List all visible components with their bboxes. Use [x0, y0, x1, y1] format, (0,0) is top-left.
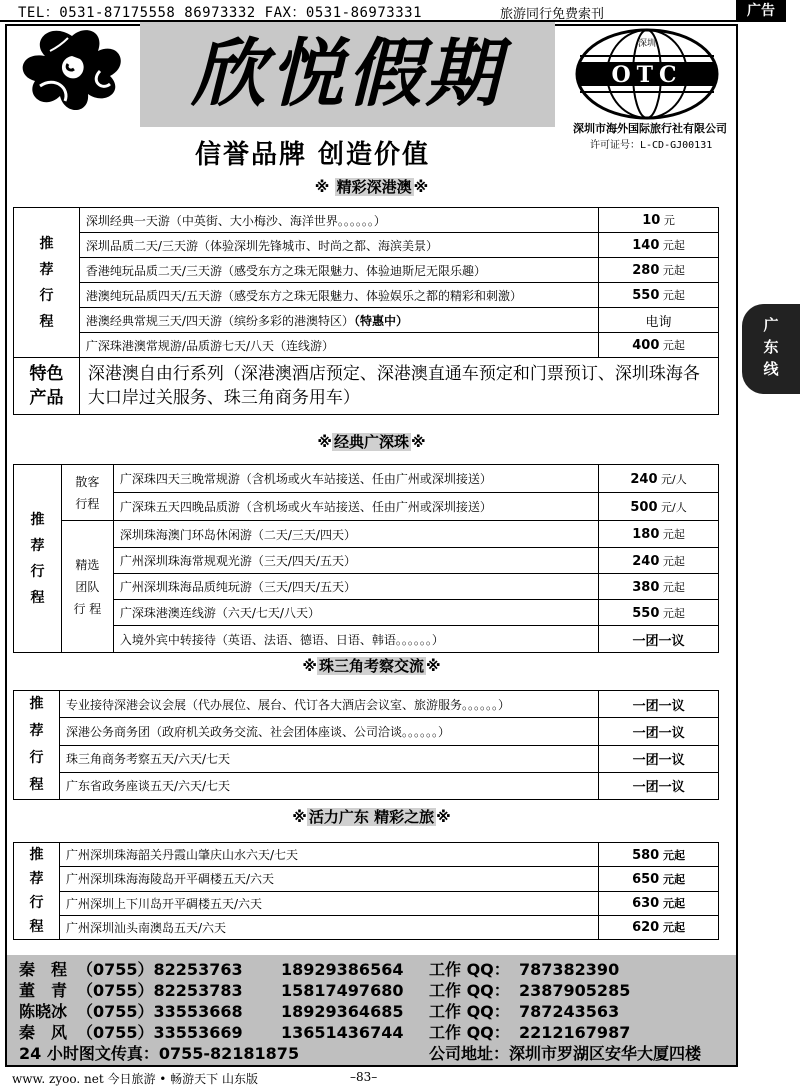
- feature-label: 特色: [29, 364, 64, 384]
- price-unit: 元起: [659, 239, 685, 252]
- category-char: 荐: [39, 261, 54, 278]
- price-unit: 元/人: [657, 500, 687, 514]
- price-cell: [599, 493, 719, 521]
- subcategory-text: 行 程: [73, 601, 102, 616]
- section-mark: ※: [317, 433, 332, 451]
- price-cell: [599, 233, 719, 258]
- price-unit: 元起: [659, 264, 685, 277]
- price-unit: 元: [660, 214, 675, 227]
- section-header-shenzhen-hk-macau: [5, 176, 738, 197]
- table-row: [14, 626, 719, 653]
- category-cell: [14, 691, 60, 800]
- price-cell: [599, 891, 719, 915]
- price-value: 380: [632, 579, 660, 595]
- contact-qq-label: 工作 QQ：: [429, 1002, 510, 1021]
- category-char: 推: [39, 235, 54, 252]
- route-cell: 香港纯玩品质二天/三天游（感受东方之珠无限魅力、体验迪斯尼无限乐趣）: [79, 258, 598, 283]
- price-value: 一团一议: [632, 633, 685, 649]
- price-cell: [599, 867, 719, 891]
- route-cell: 广深珠五天四晚品质游（含机场或火车站接送、任由广州或深圳接送）: [113, 493, 598, 521]
- price-value: 180: [632, 527, 660, 542]
- price-cell: [599, 208, 719, 233]
- category-char: 程: [29, 919, 44, 935]
- table-row: [14, 521, 719, 548]
- price-unit: 元起: [659, 606, 685, 620]
- price-value: 500: [630, 499, 658, 515]
- section-header-guangdong: [5, 806, 738, 827]
- category-char: 程: [30, 589, 45, 606]
- otc-city: 深圳: [637, 39, 657, 49]
- table-row: [14, 465, 719, 493]
- contact-qq: 787382390: [519, 960, 620, 979]
- price-value: 550: [632, 605, 660, 621]
- price-value: 280: [632, 263, 660, 278]
- contact-qq: 787243563: [519, 1002, 620, 1021]
- price-cell: 一团一议: [599, 691, 719, 718]
- price-cell: [599, 333, 719, 358]
- subcategory-text: 精选: [75, 557, 100, 572]
- price-cell: [599, 283, 719, 308]
- side-tab-char: 广: [763, 316, 779, 334]
- subcategory-text: 散客: [75, 474, 100, 489]
- table-row: [14, 691, 719, 718]
- price-cell: [599, 521, 719, 548]
- otc-globe-logo-icon: [572, 26, 722, 122]
- contact-name: 秦 风: [19, 1023, 68, 1042]
- table-row: [14, 574, 719, 600]
- price-unit: 元起: [659, 921, 686, 935]
- category-cell: [14, 465, 62, 653]
- table-row: [14, 233, 719, 258]
- section-title: 珠三角考察交流: [318, 657, 424, 675]
- price-value: 400: [632, 338, 660, 353]
- price-cell: [599, 465, 719, 493]
- contact-mobile: 18929364685: [281, 1002, 404, 1021]
- table-row: [14, 718, 719, 745]
- section-mark: ※: [413, 178, 429, 196]
- price-value: 240: [630, 471, 658, 487]
- route-cell: 广州深圳珠海韶关丹霞山肇庆山水六天/七天: [59, 843, 598, 867]
- section-header-prd-inspection: [5, 655, 738, 676]
- category-char: 行: [29, 895, 44, 911]
- category-char: 行: [39, 287, 54, 304]
- subcategory-text: 行程: [75, 496, 100, 511]
- category-cell: [14, 843, 60, 940]
- section-header-gz-sz-zh: [5, 431, 738, 452]
- section-mark: ※: [302, 657, 317, 675]
- contact-tel: （0755）33553669: [77, 1023, 243, 1042]
- route-cell: 广深珠四天三晚常规游（含机场或火车站接送、任由广州或深圳接送）: [113, 465, 598, 493]
- table-row: [14, 843, 719, 867]
- route-cell: 广州深圳珠海常规观光游（三天/四天/五天）: [113, 548, 598, 574]
- route-cell: 广州深圳珠海海陵岛开平碉楼五天/六天: [59, 867, 598, 891]
- price-value: 580: [632, 847, 660, 863]
- company-address: 公司地址：深圳市罗湖区安华大厦四楼: [429, 1044, 702, 1063]
- company-name: 深圳市海外国际旅行社有限公司: [573, 122, 727, 135]
- contact-qq-label: 工作 QQ：: [429, 1023, 510, 1042]
- table-row-feature: [14, 358, 719, 415]
- table-row: [14, 745, 719, 772]
- flower-logo-icon: [10, 26, 135, 121]
- contact-qq: 2212167987: [519, 1023, 631, 1042]
- price-unit: 元起: [659, 289, 685, 302]
- route-cell: 广州深圳上下川岛开平碉楼五天/六天: [59, 891, 598, 915]
- route-cell: 深圳经典一天游（中英街、大小梅沙、海洋世界。。。。。。）: [79, 208, 598, 233]
- brand-name: 欣悦假期: [191, 31, 504, 117]
- price-value: 140: [632, 238, 660, 253]
- contact-name: 秦 程: [19, 960, 68, 979]
- table-shenzhen-hk-macau: [13, 207, 719, 415]
- category-cell: [14, 208, 80, 358]
- category-char: 推: [29, 847, 44, 863]
- route-cell: 深圳珠海澳门环岛休闲游（二天/三天/四天）: [113, 521, 598, 548]
- route-cell: 广深珠港澳连线游（六天/七天/八天）: [113, 600, 598, 626]
- contact-tel: （0755）82253763: [77, 960, 243, 979]
- category-char: 程: [39, 313, 54, 330]
- page-footer: [0, 1068, 800, 1087]
- route-cell: 入境外宾中转接待（英语、法语、德语、日语、韩语。。。。。。）: [113, 626, 598, 653]
- route-text: 港澳经典常规三天/四天游（缤纷多彩的港澳特区）: [85, 313, 354, 328]
- price-value: 620: [632, 920, 660, 936]
- price-unit: 元/人: [657, 472, 687, 486]
- contact-qq-label: 工作 QQ：: [429, 960, 510, 979]
- table-row: [14, 600, 719, 626]
- table-row: [14, 915, 719, 939]
- category-char: 荐: [29, 723, 44, 739]
- contact-name: 董 青: [19, 981, 68, 1000]
- feature-description: 深港澳自由行系列（深港澳酒店预定、深港澳直通车预定和门票预订、深圳珠海各大口岸过关服务、珠三角商务用车）: [79, 358, 718, 415]
- route-cell: 广东省政务座谈五天/六天/七天: [59, 772, 598, 799]
- category-char: 行: [30, 563, 45, 580]
- price-unit: 元起: [659, 848, 686, 862]
- price-cell: [599, 843, 719, 867]
- contact-mobile: 18929386564: [281, 960, 404, 979]
- otc-letters: OTC: [611, 62, 683, 88]
- price-unit: 元起: [659, 897, 686, 911]
- subcategory-cell: [61, 465, 113, 521]
- route-cell: 港澳纯玩品质四天/五天游（感受东方之珠无限魅力、体验娱乐之都的精彩和刺激）: [79, 283, 598, 308]
- price-value: 550: [632, 288, 660, 303]
- section-mark: ※: [436, 808, 451, 826]
- price-cell: [599, 308, 719, 333]
- price-unit: 元起: [659, 528, 685, 541]
- free-index-note: 旅游同行免费索刊: [500, 7, 605, 22]
- category-char: 行: [29, 750, 44, 766]
- table-row: [14, 867, 719, 891]
- price-cell: [599, 258, 719, 283]
- fax-number: 24 小时图文传真：0755-82181875: [19, 1044, 300, 1063]
- contact-name: 陈晓冰: [19, 1002, 68, 1021]
- price-value: 650: [632, 871, 660, 887]
- category-char: 荐: [29, 871, 44, 887]
- table-row: [14, 772, 719, 799]
- license-number: 许可证号：L-CD-GJ00131: [590, 140, 713, 151]
- price-cell: [599, 915, 719, 939]
- table-row: [14, 493, 719, 521]
- footer-site: www. zyoo. net 今日旅游 • 畅游天下 山东版: [12, 1072, 258, 1086]
- section-mark: ※: [292, 808, 307, 826]
- price-cell: [599, 574, 719, 600]
- top-contact-info: TEL：0531-87175558 86973332 FAX：0531-86973331: [18, 5, 423, 21]
- route-cell: 珠三角商务考察五天/六天/七天: [59, 745, 598, 772]
- contact-qq-label: 工作 QQ：: [429, 981, 510, 1000]
- contact-tel: （0755）82253783: [77, 981, 243, 1000]
- section-title: 经典广深珠: [333, 433, 409, 451]
- route-cell: 深圳品质二天/三天游（体验深圳先锋城市、时尚之都、海滨美景）: [79, 233, 598, 258]
- section-mark: ※: [411, 433, 426, 451]
- route-cell: 深港公务商务团（政府机关政务交流、社会团体座谈、公司洽谈。。。。。。）: [59, 718, 598, 745]
- category-char: 荐: [30, 537, 45, 554]
- feature-label: 产品: [29, 388, 64, 408]
- subcategory-text: 团队: [75, 579, 100, 594]
- contact-tel: （0755）33553668: [77, 1002, 243, 1021]
- price-cell: 一团一议: [599, 718, 719, 745]
- section-title: 精彩深港澳: [336, 178, 412, 196]
- side-tab-char: 线: [763, 360, 779, 378]
- region-side-tab: [742, 304, 800, 394]
- table-row: [14, 333, 719, 358]
- price-unit: 元起: [659, 554, 685, 568]
- table-row: [14, 258, 719, 283]
- table-row: [14, 283, 719, 308]
- top-bar: [0, 0, 800, 22]
- price-cell: [599, 600, 719, 626]
- route-cell: 广州深圳汕头南澳岛五天/六天: [59, 915, 598, 939]
- price-cell: [599, 626, 719, 653]
- special-offer-label: （特惠中）: [353, 313, 408, 328]
- contact-block: [7, 955, 736, 1065]
- price-cell: 一团一议: [599, 772, 719, 799]
- table-row: [14, 891, 719, 915]
- contact-mobile: 13651436744: [281, 1023, 404, 1042]
- route-cell: 专业接待深港会议会展（代办展位、展台、代订各大酒店会议室、旅游服务。。。。。。）: [59, 691, 598, 718]
- contact-qq: 2387905285: [519, 981, 631, 1000]
- contact-mobile: 15817497680: [281, 981, 404, 1000]
- price-value: 电询: [645, 314, 672, 330]
- price-value: 630: [632, 896, 660, 912]
- price-value: 240: [632, 553, 660, 569]
- side-tab-char: 东: [763, 338, 779, 356]
- route-cell: 广州深圳珠海品质纯玩游（三天/四天/五天）: [113, 574, 598, 600]
- table-row: [14, 208, 719, 233]
- price-unit: 元起: [659, 339, 685, 352]
- price-value: 10: [642, 213, 661, 228]
- price-unit: 元起: [659, 872, 686, 886]
- ad-badge: 广告: [736, 0, 786, 22]
- section-title: 活力广东 精彩之旅: [308, 808, 435, 826]
- page-number: –83–: [350, 1070, 378, 1084]
- table-gz-sz-zh: [13, 464, 719, 653]
- price-unit: 元起: [659, 580, 685, 594]
- route-cell: [79, 308, 598, 333]
- table-row: [14, 308, 719, 333]
- brand-banner: [140, 22, 555, 127]
- slogan: 信誉品牌 创造价值: [195, 140, 431, 170]
- category-char: 推: [29, 696, 44, 712]
- category-char: 程: [29, 777, 44, 793]
- table-prd-inspection: [13, 690, 719, 800]
- section-mark: ※: [426, 657, 441, 675]
- section-mark: ※: [314, 178, 335, 196]
- price-cell: [599, 548, 719, 574]
- subcategory-cell: [61, 521, 113, 653]
- route-cell: 广深珠港澳常规游/品质游七天/八天（连线游）: [79, 333, 598, 358]
- table-guangdong: [13, 842, 719, 940]
- price-cell: 一团一议: [599, 745, 719, 772]
- category-char: 推: [30, 511, 45, 528]
- feature-label-cell: [14, 358, 80, 415]
- table-row: [14, 548, 719, 574]
